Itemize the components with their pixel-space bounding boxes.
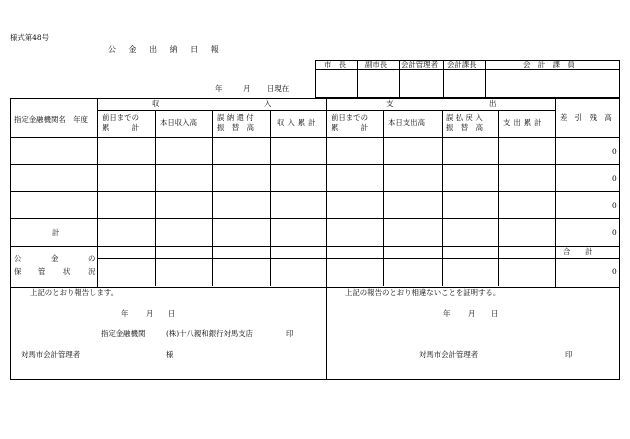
income-group-char-2: 入 [264,99,272,108]
cert-date-day: 日 [491,309,499,318]
addressee-honorific: 様 [166,350,174,359]
balance-header: 差 引 残 高 [560,113,612,122]
approval-accounting-manager: 会計管理者 [401,60,438,69]
balance-value-row3: 0 [612,201,617,210]
expense-group-char-2: 出 [489,99,497,108]
custody-line1-char2: 金 [51,254,59,263]
approval-deputy-mayor: 副市長 [365,60,388,69]
report-date-day: 日 [168,309,176,318]
cert-date-month: 月 [468,309,476,318]
institution-name: (株)十八親和銀行対馬支店 [166,329,254,338]
custody-line2-char4: 況 [88,267,96,276]
expense-prev-total-line2: 累 計 [331,123,368,132]
certification-statement: 上記の報告のとおり相違ないことを証明する。 [345,288,501,297]
custody-line1-char1: 公 [14,254,22,263]
date-year: 年 [215,84,223,93]
document-title: 公 金 出 納 日 報 [108,45,219,54]
cert-date-year: 年 [443,309,451,318]
custody-line2-char3: 状 [63,267,71,276]
approval-accounting-staff: 会 計 課 員 [523,60,575,69]
custody-line2-char2: 管 [38,267,46,276]
expense-transfer-line2: 振 替 高 [446,123,483,132]
addressee: 対馬市会計管理者 [21,350,81,359]
income-prev-total-line2: 累 計 [102,123,139,132]
approval-mayor: 市 長 [324,60,347,69]
custody-line1-char3: の [88,254,96,263]
institution-label: 指定金融機関 [101,329,146,338]
report-date-month: 月 [146,309,154,318]
cert-seal: 印 [565,350,573,359]
income-group-char-1: 収 [152,99,160,108]
total-row-label: 計 [52,228,60,237]
grand-total-label: 合 計 [563,247,593,256]
date-month: 月 [243,84,251,93]
custody-line2-char1: 保 [14,267,22,276]
report-statement: 上記のとおり報告します。 [30,288,119,297]
institution-year-header: 指定金融機関名 年度 [14,115,88,124]
custody-balance-value: 0 [612,267,617,276]
income-prev-total-line1: 前日までの [102,113,139,122]
institution-seal: 印 [286,329,294,338]
income-today-header: 本日収入高 [160,118,197,127]
expense-cumulative-header: 支出累計 [503,118,545,127]
expense-prev-total-line1: 前日までの [331,113,368,122]
balance-value-total: 0 [612,228,617,237]
balance-value-row1: 0 [612,147,617,156]
expense-today-header: 本日支出高 [388,118,425,127]
income-cumulative-header: 収入累計 [277,118,319,127]
income-transfer-line2: 振 替 高 [217,123,254,132]
income-transfer-line1: 誤 納 還 付 [217,113,254,122]
cert-signer: 対馬市会計管理者 [419,350,479,359]
balance-value-row2: 0 [612,174,617,183]
expense-group-char-1: 支 [386,99,394,108]
form-number: 様式第48号 [10,33,49,42]
report-date-year: 年 [121,309,129,318]
approval-accounting-chief: 会計課長 [447,60,477,69]
date-day: 日現在 [267,84,290,93]
expense-transfer-line1: 誤 払 戻 入 [446,113,483,122]
